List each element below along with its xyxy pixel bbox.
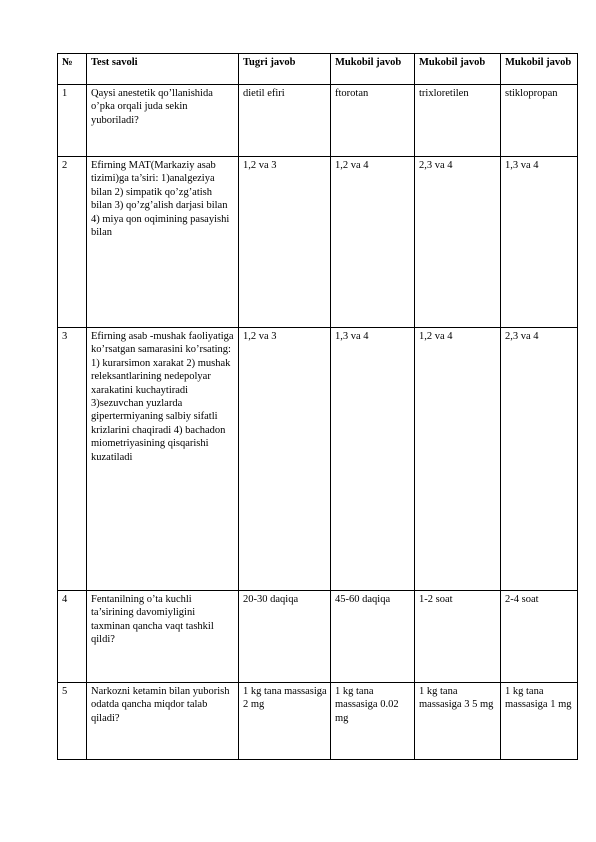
question-text: Efirning asab -mushak faoliyatiga ko’rsatgan samarasini ko’rsating: 1) kurarsimon xarakat 2) mushak releksantlarining nedepolyar xarakatini kuchaytiradi 3)sezuvchan yuzlarda gipertermiyaning salbiy sifatli krizlarini chaqiradi 4) bachadon miometriyasining qisqarishi kuzatiladi [87,328,239,591]
header-alternative-answer-1: Mukobil javob [331,54,415,85]
row-number: 2 [58,157,87,328]
alternative-answer-1: 1 kg tana massasiga 0.02 mg [331,683,415,760]
alternative-answer-3: 2,3 va 4 [501,328,578,591]
table-row [58,683,578,760]
alternative-answer-1: 45-60 daqiqa [331,591,415,683]
header-number: № [58,54,87,85]
alternative-answer-1: 1,2 va 4 [331,157,415,328]
alternative-answer-2: 1-2 soat [415,591,501,683]
alternative-answer-3: 2-4 soat [501,591,578,683]
row-number: 4 [58,591,87,683]
alternative-answer-3: stiklopropan [501,85,578,157]
question-text: Fentanilning o’ta kuchli ta’sirining davomiyligini taxminan qancha vaqt tashkil qildi? [87,591,239,683]
header-correct-answer: Tugri javob [239,54,331,85]
alternative-answer-2: 1,2 va 4 [415,328,501,591]
table-row [58,328,578,591]
table-row [58,591,578,683]
question-text: Qaysi anestetik qo’llanishida o’pka orqali juda sekin yuboriladi? [87,85,239,157]
alternative-answer-3: 1,3 va 4 [501,157,578,328]
alternative-answer-3: 1 kg tana massasiga 1 mg [501,683,578,760]
alternative-answer-1: 1,3 va 4 [331,328,415,591]
alternative-answer-2: 1 kg tana massasiga 3 5 mg [415,683,501,760]
correct-answer: dietil efiri [239,85,331,157]
header-question: Test savoli [87,54,239,85]
table-row [58,157,578,328]
test-questions-table [57,53,578,760]
correct-answer: 1,2 va 3 [239,157,331,328]
table-row [58,85,578,157]
table-header-row [58,54,578,85]
question-text: Narkozni ketamin bilan yuborish odatda qancha miqdor talab qiladi? [87,683,239,760]
row-number: 3 [58,328,87,591]
alternative-answer-1: ftorotan [331,85,415,157]
correct-answer: 1,2 va 3 [239,328,331,591]
question-text: Efirning MAT(Markaziy asab tizimi)ga ta’siri: 1)analgeziya bilan 2) simpatik qo’zg’atish bilan 3) qo’zg’alish darjasi bilan 4) miya qon oqimining pasayishi bilan [87,157,239,328]
row-number: 5 [58,683,87,760]
alternative-answer-2: trixloretilen [415,85,501,157]
header-alternative-answer-2: Mukobil javob [415,54,501,85]
row-number: 1 [58,85,87,157]
correct-answer: 1 kg tana massasiga 2 mg [239,683,331,760]
alternative-answer-2: 2,3 va 4 [415,157,501,328]
correct-answer: 20-30 daqiqa [239,591,331,683]
header-alternative-answer-3: Mukobil javob [501,54,578,85]
